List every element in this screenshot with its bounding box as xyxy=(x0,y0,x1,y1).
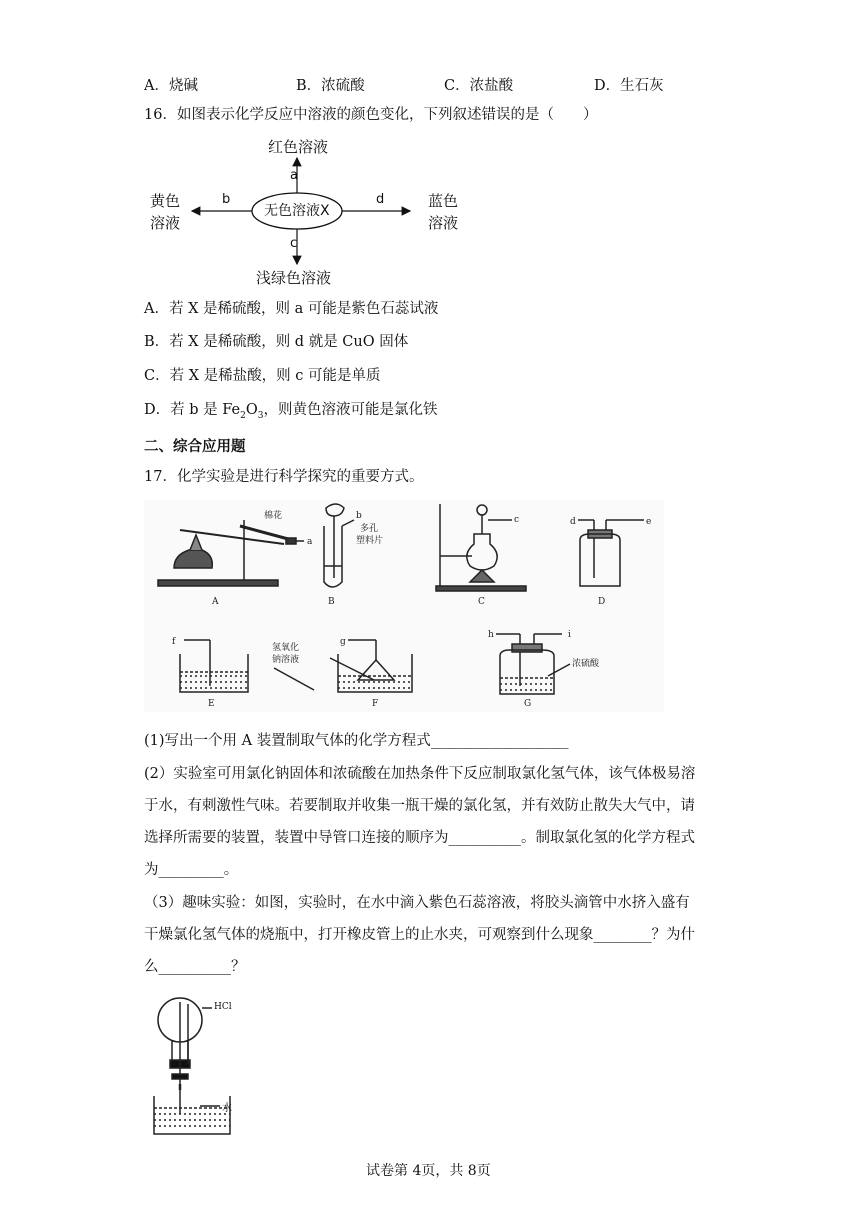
q17-part-3-line-3: 么__________？ xyxy=(144,959,246,975)
svg-text:氢氧化: 氢氧化 xyxy=(272,643,300,653)
fountain-experiment-figure xyxy=(144,994,254,1138)
page-footer: 试卷第 4页，共 8页 xyxy=(366,1163,491,1179)
svg-text:f: f xyxy=(172,637,176,647)
label-d: d xyxy=(376,192,385,207)
right-label-2: 溶液 xyxy=(428,214,459,232)
option-c: C．浓盐酸 xyxy=(444,78,514,94)
svg-text:h: h xyxy=(488,630,494,640)
svg-text:e: e xyxy=(646,517,652,527)
question-16-stem: 16．如图表示化学反应中溶液的颜色变化，下列叙述错误的是（ ） xyxy=(144,107,598,123)
svg-text:A: A xyxy=(212,597,219,607)
q17-part-3-line-1: （3）趣味实验：如图，实验时，在水中滴入紫色石蕊溶液，将胶头滴管中水挤入盛有 xyxy=(144,895,690,911)
question-17-stem: 17．化学实验是进行科学探究的重要方式。 xyxy=(144,469,424,485)
q16-option-b: B．若 X 是稀硫酸，则 d 就是 CuO 固体 xyxy=(144,334,409,350)
option-a: A．烧碱 xyxy=(144,78,198,94)
svg-text:b: b xyxy=(356,511,362,521)
section-title: 二、综合应用题 xyxy=(144,439,246,455)
label-c: c xyxy=(290,236,298,251)
q17-part-2-line-4: 为_________。 xyxy=(144,862,239,878)
q17-part-2-line-2: 于水，有刺激性气味。若要制取并收集一瓶干燥的氯化氢，并有效防止散失大气中，请 xyxy=(144,798,695,814)
label-b: b xyxy=(222,192,231,207)
q17-part-3-line-2: 干燥氯化氢气体的烧瓶中，打开橡皮管上的止水夹，可观察到什么现象________？为什 xyxy=(144,927,695,943)
top-label: 红色溶液 xyxy=(268,138,329,156)
apparatus-figure xyxy=(144,500,664,712)
apparatus-drawing xyxy=(144,500,664,712)
bottom-label: 浅绿色溶液 xyxy=(256,269,332,287)
hcl-label: HCl xyxy=(214,1002,232,1012)
svg-text:C: C xyxy=(478,597,485,607)
svg-text:g: g xyxy=(340,637,346,647)
svg-text:c: c xyxy=(514,515,520,525)
svg-text:i: i xyxy=(568,630,571,640)
left-label-2: 溶液 xyxy=(150,214,181,232)
center-label: 无色溶液X xyxy=(264,203,330,219)
svg-text:B: B xyxy=(328,597,335,607)
svg-text:a: a xyxy=(307,537,313,547)
color-change-diagram xyxy=(140,132,480,292)
water-label: 水 xyxy=(222,1103,232,1114)
svg-text:E: E xyxy=(208,699,215,709)
q17-part-1: (1)写出一个用 A 装置制取气体的化学方程式___________________ xyxy=(144,733,569,749)
fountain-drawing xyxy=(144,994,254,1138)
right-label-1: 蓝色 xyxy=(428,192,459,210)
svg-text:钠溶液: 钠溶液 xyxy=(272,655,300,665)
svg-text:F: F xyxy=(372,699,379,709)
svg-text:D: D xyxy=(598,597,606,607)
svg-text:浓硫酸: 浓硫酸 xyxy=(572,659,600,669)
svg-text:d: d xyxy=(570,517,576,527)
q16-option-c: C．若 X 是稀盐酸，则 c 可能是单质 xyxy=(144,368,381,384)
option-b: B．浓硫酸 xyxy=(296,78,365,94)
q16-option-a: A．若 X 是稀硫酸，则 a 可能是紫色石蕊试液 xyxy=(144,301,439,317)
svg-text:塑料片: 塑料片 xyxy=(356,536,384,546)
svg-text:多孔: 多孔 xyxy=(360,524,379,534)
option-d: D．生石灰 xyxy=(594,78,664,94)
q17-part-2-line-1: (2）实验室可用氯化钠固体和浓硫酸在加热条件下反应制取氯化氢气体，该气体极易溶 xyxy=(144,766,696,782)
q17-part-2-line-3: 选择所需要的装置，装置中导管口连接的顺序为__________。制取氯化氢的化学方程式 xyxy=(144,830,695,846)
svg-text:棉花: 棉花 xyxy=(264,511,283,521)
label-a: a xyxy=(290,168,298,183)
q16-option-d: D．若 b 是 $Fe_2O_3$，则黄色溶液可能是氯化铁 xyxy=(144,402,438,421)
left-label-1: 黄色 xyxy=(150,192,181,210)
svg-text:G: G xyxy=(524,699,532,709)
